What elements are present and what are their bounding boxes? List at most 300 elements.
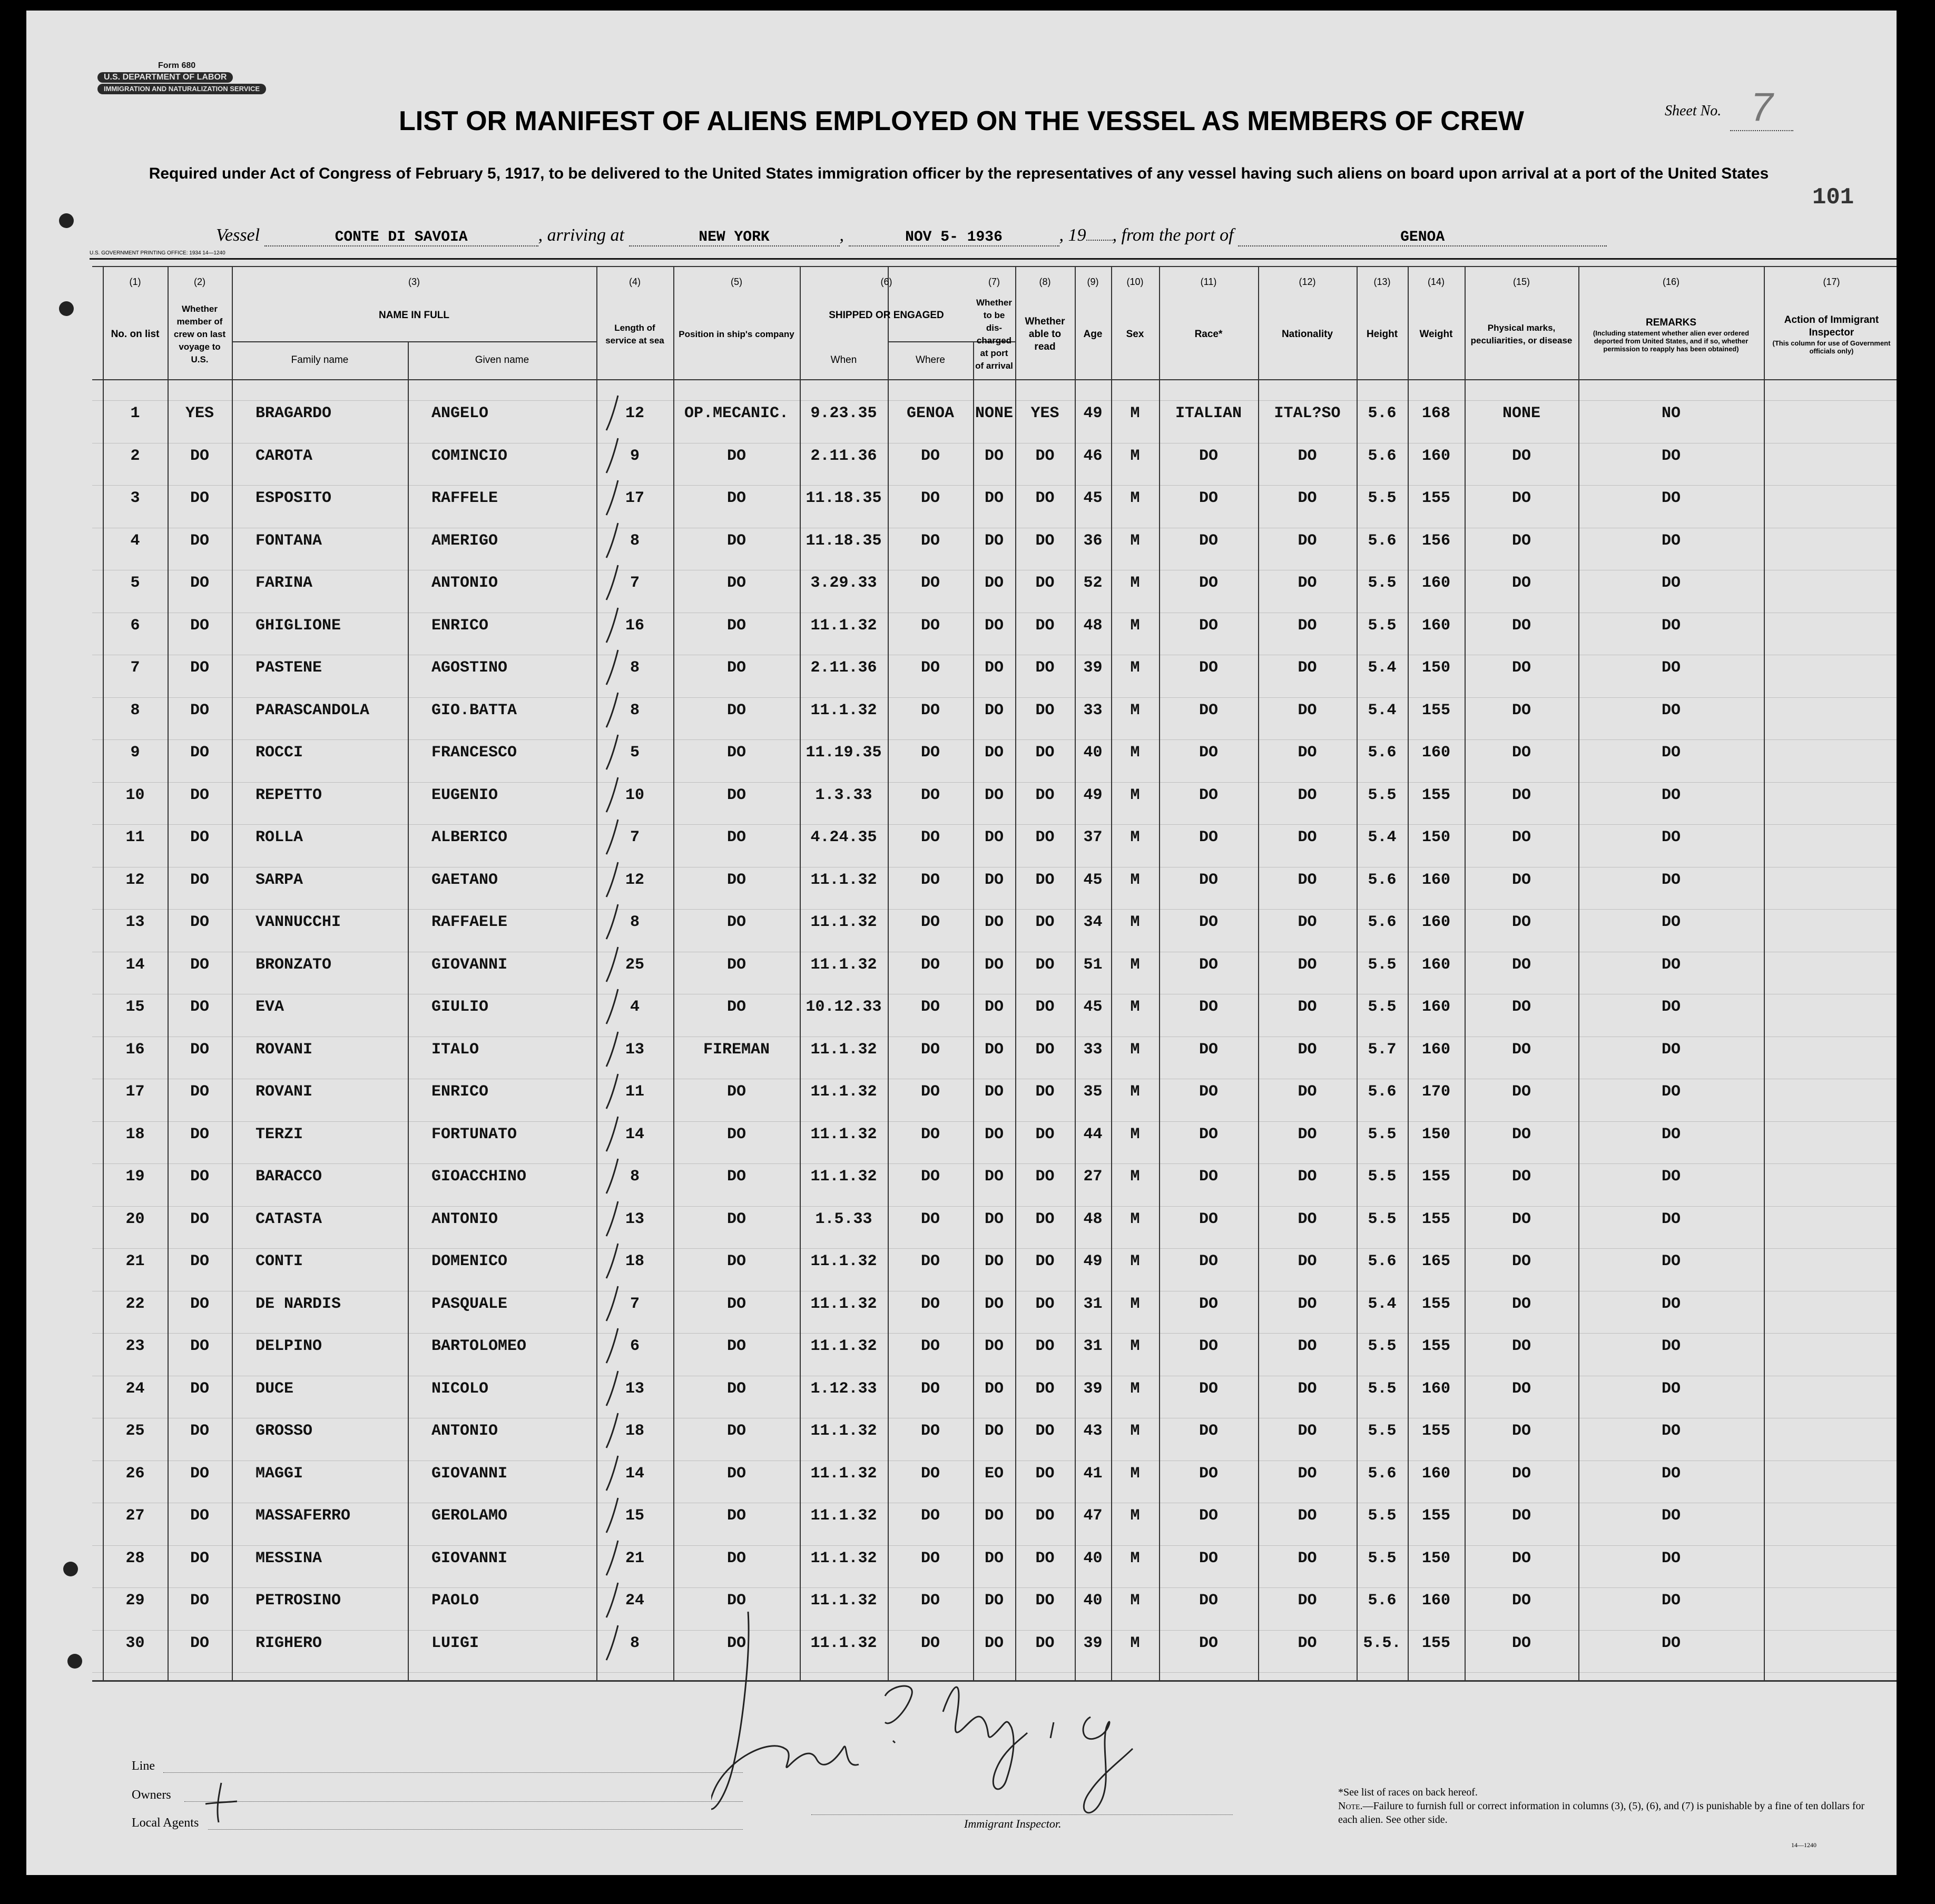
position: OP.MECANIC. <box>684 405 789 422</box>
department-name: U.S. DEPARTMENT OF LABOR <box>97 72 233 83</box>
weight: 150 <box>1421 1125 1450 1143</box>
prior-voyage: DO <box>190 447 209 465</box>
family-name: MESSINA <box>256 1549 322 1567</box>
row-number: 28 <box>125 1549 145 1567</box>
check-tick <box>599 859 631 901</box>
age: 48 <box>1083 1210 1103 1228</box>
column-subheader: Where <box>916 354 945 366</box>
nationality: DO <box>1298 574 1317 592</box>
height: 5.6 <box>1368 1464 1397 1483</box>
sheet-number-value: 7 <box>1730 84 1793 131</box>
shipped-when: 11.1.32 <box>810 1168 877 1186</box>
shipped-where: DO <box>920 786 940 804</box>
family-name: ROCCI <box>256 744 303 762</box>
check-tick <box>599 392 631 435</box>
service-length: 21 <box>625 1549 644 1567</box>
able-to-read: DO <box>1035 1295 1055 1313</box>
position: DO <box>726 1507 746 1525</box>
family-name: CAROTA <box>256 447 313 465</box>
column-header-label: Race* <box>1194 329 1223 340</box>
physical-marks: DO <box>1511 447 1531 465</box>
sex: M <box>1130 1040 1140 1059</box>
race: DO <box>1199 1295 1218 1313</box>
position: DO <box>726 574 746 592</box>
column-header <box>675 290 798 379</box>
age: 48 <box>1083 616 1103 635</box>
voyage-line: Vessel CONTE DI SAVOIA , arriving at NEW YORK , NOV 5- 1936 , 19 , from the port of GENOA <box>216 225 1607 246</box>
position: DO <box>726 1379 746 1398</box>
remarks: DO <box>1661 913 1681 931</box>
prior-voyage: DO <box>190 1083 209 1101</box>
given-name: GIOACCHINO <box>431 1168 527 1186</box>
height: 5.5 <box>1368 786 1397 804</box>
shipped-where: DO <box>920 1168 940 1186</box>
column-header <box>1017 290 1073 379</box>
race: DO <box>1199 447 1218 465</box>
age: 44 <box>1083 1125 1103 1143</box>
age: 49 <box>1083 405 1103 422</box>
height: 5.5 <box>1368 998 1397 1016</box>
shipped-when: 11.1.32 <box>810 1337 877 1355</box>
check-tick <box>599 816 631 859</box>
position: DO <box>726 1168 746 1186</box>
family-name: BRONZATO <box>256 955 332 974</box>
sex: M <box>1130 447 1140 465</box>
age: 35 <box>1083 1083 1103 1101</box>
position: DO <box>726 1210 746 1228</box>
nationality: DO <box>1298 447 1317 465</box>
height: 5.5. <box>1363 1634 1401 1652</box>
given-name: NICOLO <box>431 1379 489 1398</box>
age: 39 <box>1083 1379 1103 1398</box>
race: DO <box>1199 531 1218 550</box>
check-tick <box>599 774 631 816</box>
family-name: FONTANA <box>256 531 322 550</box>
service-length: 8 <box>630 913 640 931</box>
physical-marks: DO <box>1511 1422 1531 1440</box>
sex: M <box>1130 405 1140 422</box>
shipped-when: 11.1.32 <box>810 1507 877 1525</box>
shipped-where: DO <box>920 1592 940 1610</box>
sex: M <box>1130 1549 1140 1567</box>
prior-voyage: DO <box>190 1592 209 1610</box>
position: DO <box>726 447 746 465</box>
sex: M <box>1130 1210 1140 1228</box>
column-number: (12) <box>1299 277 1316 287</box>
height: 5.4 <box>1368 659 1397 677</box>
row-rule <box>92 1206 1897 1207</box>
height: 5.5 <box>1368 1337 1397 1355</box>
sex: M <box>1130 531 1140 550</box>
physical-marks: DO <box>1511 1168 1531 1186</box>
shipped-when: 11.1.32 <box>810 701 877 719</box>
shipped-where: DO <box>920 1422 940 1440</box>
remarks: DO <box>1661 1295 1681 1313</box>
service-length: 24 <box>625 1592 644 1610</box>
check-tick <box>599 562 631 604</box>
age: 51 <box>1083 955 1103 974</box>
position: DO <box>726 659 746 677</box>
age: 39 <box>1083 659 1103 677</box>
given-name: ANGELO <box>431 405 489 422</box>
sex: M <box>1130 1125 1140 1143</box>
shipped-where: GENOA <box>906 405 954 422</box>
weight: 155 <box>1421 1168 1450 1186</box>
age: 33 <box>1083 701 1103 719</box>
physical-marks: DO <box>1511 1634 1531 1652</box>
departure-port: GENOA <box>1238 229 1607 246</box>
physical-marks: DO <box>1511 489 1531 507</box>
prior-voyage: DO <box>190 744 209 762</box>
weight: 160 <box>1421 913 1450 931</box>
form-code: 14—1240 <box>1791 1841 1816 1849</box>
column-header-label: Sex <box>1126 329 1144 340</box>
race: DO <box>1199 701 1218 719</box>
remarks: DO <box>1661 447 1681 465</box>
service-length: 8 <box>630 1634 640 1652</box>
height: 5.5 <box>1368 574 1397 592</box>
height: 5.5 <box>1368 1379 1397 1398</box>
position: DO <box>726 1464 746 1483</box>
shipped-when: 11.1.32 <box>810 955 877 974</box>
given-name: ENRICO <box>431 1083 489 1101</box>
age: 40 <box>1083 744 1103 762</box>
family-name: ESPOSITO <box>256 489 332 507</box>
age: 41 <box>1083 1464 1103 1483</box>
height: 5.6 <box>1368 913 1397 931</box>
position: DO <box>726 955 746 974</box>
sex: M <box>1130 489 1140 507</box>
race: DO <box>1199 1422 1218 1440</box>
note-text: —Failure to furnish full or correct information in columns (3), (5), (6), and (7) is punishable by a fine of ten dollars for each alien. See other side. <box>1338 1800 1865 1826</box>
nationality: DO <box>1298 1464 1317 1483</box>
row-rule <box>92 400 1897 401</box>
given-name: AGOSTINO <box>431 659 508 677</box>
given-name: BARTOLOMEO <box>431 1337 527 1355</box>
owners-rule <box>184 1801 743 1802</box>
physical-marks: DO <box>1511 659 1531 677</box>
column-header <box>598 290 671 379</box>
able-to-read: DO <box>1035 786 1055 804</box>
age: 31 <box>1083 1337 1103 1355</box>
row-number: 25 <box>125 1422 145 1440</box>
family-name: PETROSINO <box>256 1592 341 1610</box>
age: 45 <box>1083 489 1103 507</box>
weight: 160 <box>1421 447 1450 465</box>
weight: 160 <box>1421 1379 1450 1398</box>
prior-voyage: DO <box>190 1549 209 1567</box>
shipped-where: DO <box>920 1379 940 1398</box>
able-to-read: DO <box>1035 1040 1055 1059</box>
row-number: 24 <box>125 1379 145 1398</box>
local-agents-label: Local Agents <box>132 1816 199 1830</box>
height: 5.4 <box>1368 828 1397 846</box>
shipped-where: DO <box>920 489 940 507</box>
check-tick <box>599 1240 631 1283</box>
row-number: 17 <box>125 1083 145 1101</box>
family-name: MASSAFERRO <box>256 1507 351 1525</box>
check-tick <box>599 689 631 732</box>
column-header-label: Physical marks, peculiarities, or disease <box>1470 323 1573 346</box>
age: 31 <box>1083 1295 1103 1313</box>
able-to-read: DO <box>1035 616 1055 635</box>
prior-voyage: DO <box>190 1252 209 1270</box>
service-length: 14 <box>625 1125 644 1143</box>
row-number: 11 <box>125 828 145 846</box>
family-name: ROVANI <box>256 1040 313 1059</box>
column-number: (3) <box>408 277 420 287</box>
height: 5.5 <box>1368 1168 1397 1186</box>
discharged: DO <box>984 1337 1004 1355</box>
age: 37 <box>1083 828 1103 846</box>
sex: M <box>1130 616 1140 635</box>
column-number: (2) <box>194 277 205 287</box>
race: DO <box>1199 1337 1218 1355</box>
remarks: DO <box>1661 1040 1681 1059</box>
height: 5.5 <box>1368 1210 1397 1228</box>
shipped-where: DO <box>920 531 940 550</box>
column-header-label: SHIPPED OR ENGAGED <box>829 310 944 321</box>
discharged: DO <box>984 871 1004 889</box>
remarks: DO <box>1661 616 1681 635</box>
age: 43 <box>1083 1422 1103 1440</box>
weight: 155 <box>1421 1422 1450 1440</box>
sex: M <box>1130 574 1140 592</box>
position: DO <box>726 701 746 719</box>
nationality: DO <box>1298 1592 1317 1610</box>
age: 45 <box>1083 871 1103 889</box>
shipped-where: DO <box>920 447 940 465</box>
service-length: 4 <box>630 998 640 1016</box>
service-length: 18 <box>625 1422 644 1440</box>
remarks: DO <box>1661 1549 1681 1567</box>
age: 47 <box>1083 1507 1103 1525</box>
race: DO <box>1199 489 1218 507</box>
column-rule <box>408 341 409 1680</box>
remarks: DO <box>1661 1168 1681 1186</box>
column-number: (10) <box>1126 277 1144 287</box>
column-number: (11) <box>1200 277 1217 287</box>
printer-note: U.S. GOVERNMENT PRINTING OFFICE: 1934 14—1240 <box>90 250 225 256</box>
service-length: 9 <box>630 447 640 465</box>
height: 5.6 <box>1368 1083 1397 1101</box>
row-rule <box>92 824 1897 825</box>
race: DO <box>1199 1083 1218 1101</box>
service-length: 10 <box>625 786 644 804</box>
sex: M <box>1130 701 1140 719</box>
physical-marks: DO <box>1511 913 1531 931</box>
race: DO <box>1199 1549 1218 1567</box>
family-name: VANNUCCHI <box>256 913 341 931</box>
row-number: 26 <box>125 1464 145 1483</box>
shipped-where: DO <box>920 871 940 889</box>
sex: M <box>1130 1464 1140 1483</box>
shipped-when: 11.1.32 <box>810 1252 877 1270</box>
weight: 155 <box>1421 489 1450 507</box>
physical-marks: DO <box>1511 1083 1531 1101</box>
remarks: DO <box>1661 786 1681 804</box>
race: ITALIAN <box>1175 405 1242 422</box>
weight: 160 <box>1421 871 1450 889</box>
prior-voyage: DO <box>190 1337 209 1355</box>
service-length: 5 <box>630 744 640 762</box>
given-name: ANTONIO <box>431 1210 498 1228</box>
weight: 150 <box>1421 1549 1450 1567</box>
shipped-when: 11.1.32 <box>810 1125 877 1143</box>
prior-voyage: DO <box>190 913 209 931</box>
discharged: EO <box>984 1464 1004 1483</box>
family-name: RIGHERO <box>256 1634 322 1652</box>
row-number: 8 <box>130 701 140 719</box>
service-length: 25 <box>625 955 644 974</box>
sex: M <box>1130 955 1140 974</box>
race: DO <box>1199 955 1218 974</box>
column-header-label: REMARKS <box>1645 317 1697 328</box>
shipped-where: DO <box>920 1464 940 1483</box>
shipped-when: 11.1.32 <box>810 1464 877 1483</box>
position: DO <box>726 913 746 931</box>
able-to-read: DO <box>1035 531 1055 550</box>
discharged: DO <box>984 1549 1004 1567</box>
check-tick <box>599 647 631 689</box>
shipped-where: DO <box>920 574 940 592</box>
race: DO <box>1199 1379 1218 1398</box>
position: DO <box>726 871 746 889</box>
service-length: 8 <box>630 701 640 719</box>
check-tick <box>599 1156 631 1198</box>
nationality: DO <box>1298 701 1317 719</box>
nationality: ITAL?SO <box>1274 405 1341 422</box>
race-footnote: *See list of races on back hereof. <box>1338 1787 1478 1798</box>
position: DO <box>726 744 746 762</box>
row-number: 9 <box>130 744 140 762</box>
prior-voyage: DO <box>190 701 209 719</box>
prior-voyage: DO <box>190 998 209 1016</box>
column-header <box>105 290 165 379</box>
owners-label: Owners <box>132 1788 171 1802</box>
shipped-when: 11.18.35 <box>806 531 882 550</box>
remarks: DO <box>1661 871 1681 889</box>
height: 5.6 <box>1368 531 1397 550</box>
service-length: 8 <box>630 1168 640 1186</box>
weight: 155 <box>1421 786 1450 804</box>
able-to-read: DO <box>1035 1168 1055 1186</box>
row-number: 23 <box>125 1337 145 1355</box>
column-header-label: Action of Immigrant Inspector <box>1784 314 1879 338</box>
family-name: GROSSO <box>256 1422 313 1440</box>
shipped-where: DO <box>920 955 940 974</box>
given-name: GIO.BATTA <box>431 701 517 719</box>
nationality: DO <box>1298 1168 1317 1186</box>
race: DO <box>1199 616 1218 635</box>
position: FIREMAN <box>703 1040 770 1059</box>
physical-marks: DO <box>1511 1464 1531 1483</box>
column-number: (13) <box>1373 277 1391 287</box>
given-name: FORTUNATO <box>431 1125 517 1143</box>
race: DO <box>1199 1125 1218 1143</box>
nationality: DO <box>1298 531 1317 550</box>
family-name: CONTI <box>256 1252 303 1270</box>
height: 5.6 <box>1368 744 1397 762</box>
remarks: DO <box>1661 1464 1681 1483</box>
column-number: (4) <box>629 277 641 287</box>
position: DO <box>726 531 746 550</box>
given-name: EUGENIO <box>431 786 498 804</box>
age: 49 <box>1083 786 1103 804</box>
family-name: ROVANI <box>256 1083 313 1101</box>
family-name: MAGGI <box>256 1464 303 1483</box>
column-header-label: Weight <box>1419 329 1453 340</box>
physical-marks: DO <box>1511 1379 1531 1398</box>
shipped-where: DO <box>920 913 940 931</box>
weight: 160 <box>1421 616 1450 635</box>
top-rule <box>90 258 1897 260</box>
age: 45 <box>1083 998 1103 1016</box>
service-length: 16 <box>625 616 644 635</box>
vessel-label: Vessel <box>216 225 260 245</box>
able-to-read: DO <box>1035 1549 1055 1567</box>
line-rule <box>163 1772 743 1773</box>
nationality: DO <box>1298 913 1317 931</box>
arrival-date: NOV 5- 1936 <box>849 229 1059 246</box>
column-header-note: (Including statement whether alien ever ordered deported from United States, and if so, whether permission to reapply has been obtained) <box>1593 329 1750 353</box>
shipped-when: 11.1.32 <box>810 1592 877 1610</box>
physical-marks: DO <box>1511 531 1531 550</box>
check-tick <box>599 520 631 562</box>
nationality: DO <box>1298 1379 1317 1398</box>
remarks: DO <box>1661 701 1681 719</box>
given-name: ALBERICO <box>431 828 508 846</box>
sex: M <box>1130 1379 1140 1398</box>
given-name: GIOVANNI <box>431 955 508 974</box>
check-tick <box>599 1325 631 1367</box>
check-tick <box>599 1453 631 1495</box>
nationality: DO <box>1298 1549 1317 1567</box>
weight: 155 <box>1421 701 1450 719</box>
height: 5.6 <box>1368 1252 1397 1270</box>
family-name: FARINA <box>256 574 313 592</box>
column-header-label: No. on list <box>111 329 160 340</box>
sex: M <box>1130 744 1140 762</box>
shipped-when: 3.29.33 <box>810 574 877 592</box>
column-header-label: NAME IN FULL <box>378 310 450 321</box>
nationality: DO <box>1298 1040 1317 1059</box>
weight: 156 <box>1421 531 1450 550</box>
family-name: PARASCANDOLA <box>256 701 370 719</box>
row-number: 5 <box>130 574 140 592</box>
nationality: DO <box>1298 786 1317 804</box>
weight: 160 <box>1421 574 1450 592</box>
row-rule <box>92 697 1897 698</box>
row-number: 12 <box>125 871 145 889</box>
discharged: NONE <box>975 405 1013 422</box>
shipped-when: 11.1.32 <box>810 1549 877 1567</box>
prior-voyage: DO <box>190 1507 209 1525</box>
shipped-when: 1.3.33 <box>815 786 872 804</box>
family-name: DELPINO <box>256 1337 322 1355</box>
prior-voyage: DO <box>190 1040 209 1059</box>
prior-voyage: DO <box>190 531 209 550</box>
physical-marks: DO <box>1511 1295 1531 1313</box>
column-header-label: Age <box>1083 329 1103 340</box>
column-header <box>1766 290 1897 379</box>
punch-hole <box>59 301 74 316</box>
service-length: 13 <box>625 1040 644 1059</box>
age: 39 <box>1083 1634 1103 1652</box>
punch-hole <box>67 1654 82 1669</box>
check-tick <box>599 1622 631 1664</box>
physical-marks: DO <box>1511 955 1531 974</box>
